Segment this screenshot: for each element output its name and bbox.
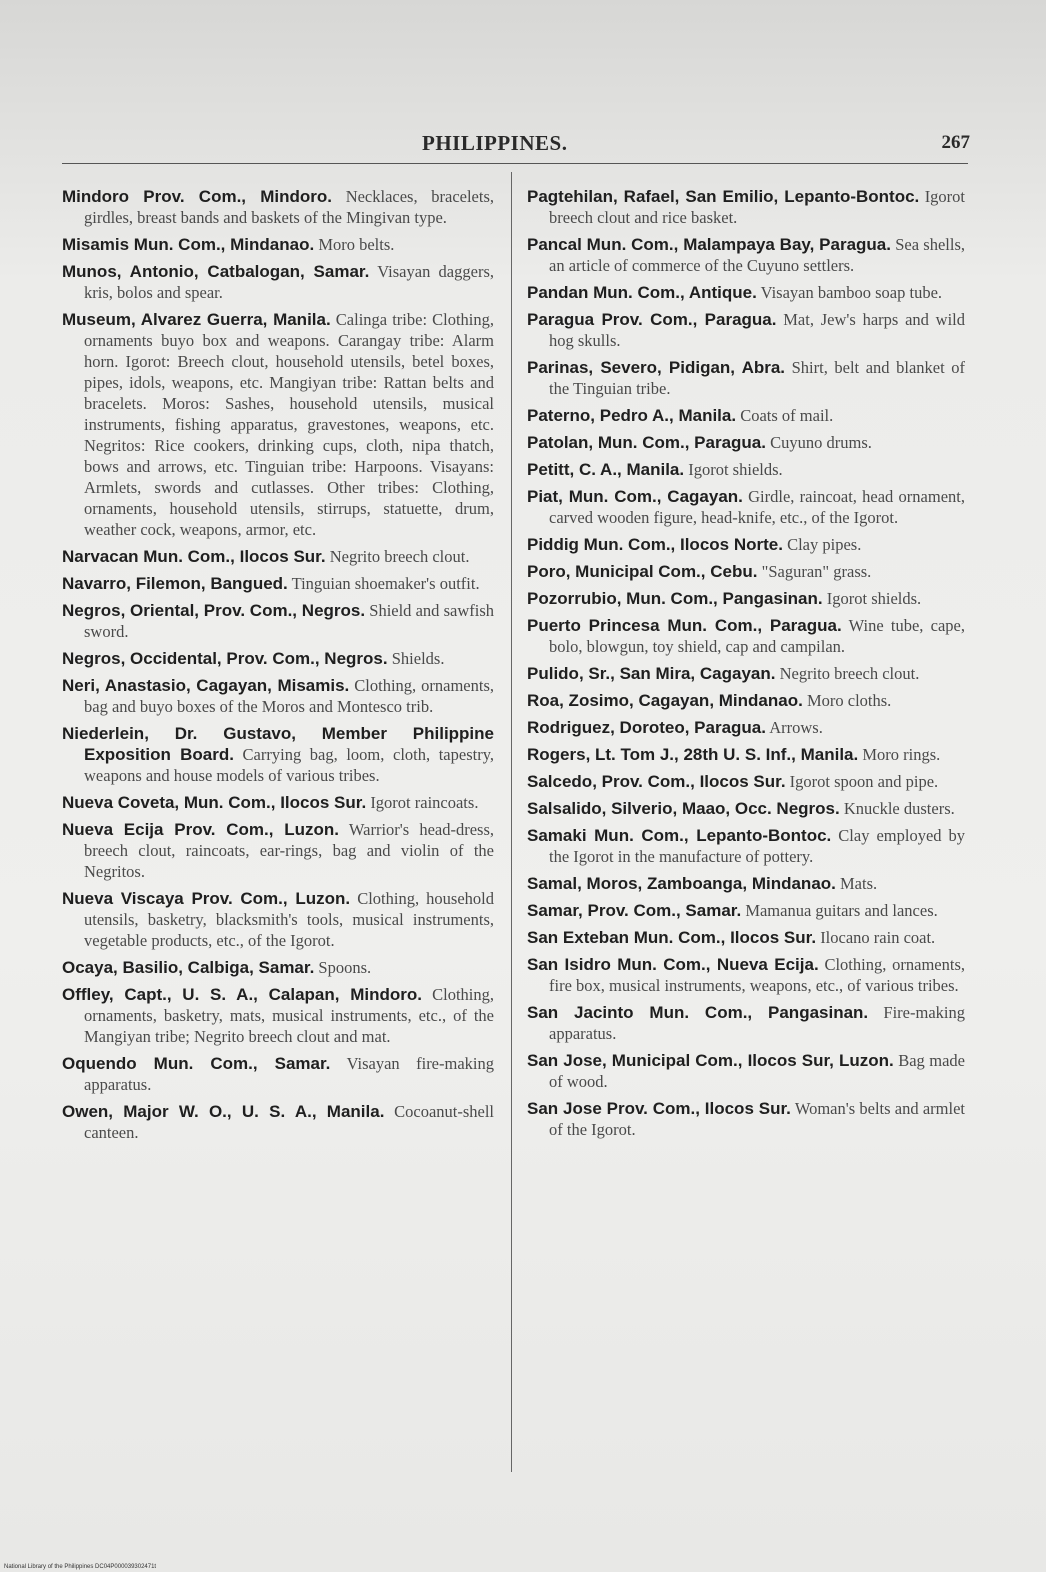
- catalog-entry: [527, 873, 965, 894]
- exhibitor-name: Nueva Ecija Prov. Com., Luzon.: [62, 820, 339, 839]
- catalog-entry: [62, 261, 494, 303]
- exhibit-description: Igorot spoon and pipe.: [789, 772, 939, 791]
- exhibit-description: Clothing, ornaments, fire box, musical instruments, weapons, etc., of various tribes.: [549, 955, 965, 995]
- exhibitor-name: Negros, Occidental, Prov. Com., Negros.: [62, 649, 388, 668]
- catalog-entry: [62, 792, 494, 813]
- catalog-entry: [527, 309, 965, 351]
- exhibitor-name: Nueva Coveta, Mun. Com., Ilocos Sur.: [62, 793, 367, 812]
- exhibit-description: Necklaces, bracelets, girdles, breast bands and baskets of the Mingivan type.: [84, 187, 495, 227]
- catalog-entry: [527, 561, 965, 582]
- exhibitor-name: Patolan, Mun. Com., Paragua.: [527, 433, 766, 452]
- exhibitor-name: Puerto Princesa Mun. Com., Paragua.: [527, 616, 842, 635]
- exhibitor-name: Pancal Mun. Com., Malampaya Bay, Paragua.: [527, 235, 891, 254]
- catalog-entry: [527, 798, 965, 819]
- exhibit-description: Clothing, household utensils, basketry, blacksmith's tools, musical instruments, vegetable products, etc., of the Igorot.: [84, 889, 495, 950]
- catalog-entry: [527, 588, 965, 609]
- exhibit-description: Clay pipes.: [787, 535, 862, 554]
- exhibitor-name: Pagtehilan, Rafael, San Emilio, Lepanto-Bontoc.: [527, 187, 920, 206]
- exhibitor-name: Neri, Anastasio, Cagayan, Misamis.: [62, 676, 350, 695]
- exhibit-description: Warrior's head-dress, breech clout, raincoats, ear-rings, bag and violin of the Negritos.: [84, 820, 495, 881]
- exhibitor-name: Piddig Mun. Com., Ilocos Norte.: [527, 535, 783, 554]
- catalog-entry: [62, 675, 494, 717]
- catalog-entry: [527, 405, 965, 426]
- exhibitor-name: Museum, Alvarez Guerra, Manila.: [62, 310, 331, 329]
- exhibit-description: Visayan daggers, kris, bolos and spear.: [84, 262, 494, 302]
- page-title: PHILIPPINES.: [422, 131, 568, 155]
- exhibitor-name: Navarro, Filemon, Bangued.: [62, 574, 288, 593]
- exhibit-description: Sea shells, an article of commerce of the Cuyuno settlers.: [549, 235, 966, 275]
- exhibit-description: Moro rings.: [862, 745, 941, 764]
- catalog-entry: [527, 186, 965, 228]
- exhibitor-name: Owen, Major W. O., U. S. A., Manila.: [62, 1102, 385, 1121]
- exhibit-description: "Saguran" grass.: [761, 562, 872, 581]
- exhibitor-name: San Jose Prov. Com., Ilocos Sur.: [527, 1099, 791, 1118]
- exhibit-description: Igorot raincoats.: [370, 793, 479, 812]
- catalog-entry: [527, 927, 965, 948]
- exhibitor-name: San Jacinto Mun. Com., Pangasinan.: [527, 1003, 869, 1022]
- catalog-entry: [62, 546, 494, 567]
- catalog-entry: [62, 1053, 494, 1095]
- exhibit-description: Tinguian shoemaker's outfit.: [291, 574, 480, 593]
- exhibit-description: Bag made of wood.: [549, 1051, 966, 1091]
- exhibit-description: Igorot breech clout and rice basket.: [549, 187, 966, 227]
- exhibit-description: Mats.: [840, 874, 878, 893]
- exhibitor-name: Pandan Mun. Com., Antique.: [527, 283, 757, 302]
- right-column: [527, 186, 965, 1146]
- exhibitor-name: San Jose, Municipal Com., Ilocos Sur, Luzon.: [527, 1051, 894, 1070]
- exhibitor-name: San Isidro Mun. Com., Nueva Ecija.: [527, 955, 819, 974]
- exhibitor-name: Rodriguez, Doroteo, Paragua.: [527, 718, 766, 737]
- catalog-entry: [527, 690, 965, 711]
- exhibitor-name: Paterno, Pedro A., Manila.: [527, 406, 737, 425]
- running-header: [62, 131, 970, 163]
- exhibit-description: Shield and sawfish sword.: [84, 601, 495, 641]
- exhibitor-name: Niederlein, Dr. Gustavo, Member Philippine Exposition Board.: [62, 724, 494, 764]
- catalog-entry: [527, 900, 965, 921]
- catalog-entry: [62, 1101, 494, 1143]
- exhibit-description: Clothing, ornaments, basketry, mats, musical instruments, etc., of the Mangiyan tribe; Negrito breech clout and mat.: [84, 985, 494, 1046]
- exhibit-description: Knuckle dusters.: [843, 799, 955, 818]
- exhibitor-name: Piat, Mun. Com., Cagayan.: [527, 487, 743, 506]
- exhibitor-name: Poro, Municipal Com., Cebu.: [527, 562, 758, 581]
- page-number: 267: [941, 132, 970, 153]
- exhibit-description: Moro cloths.: [806, 691, 892, 710]
- catalog-entry: [62, 600, 494, 642]
- exhibit-description: Calinga tribe: Clothing, ornaments buyo box and weapons. Carangay tribe: Alarm horn. Igorot: Breech clout, household utensils, betel boxes, pipes, idols, weapons, etc. Mangiyan tribe: Rattan belts and bracelets. Moros: Sashes, household utensils, musical instruments, fishing apparatus, gravestones, weapons, etc. Negritos: Rice cookers, drinking cups, cloth, nipa thatch, bows and arrows, etc. Tinguian tribe: Harpoons. Visayans: Armlets, swords and cutlasses. Other tribes: Clothing, ornaments, household utensils, stirrups, statuette, drum, weather cock, weapons, armor, etc.: [84, 310, 495, 539]
- exhibitor-name: Misamis Mun. Com., Mindanao.: [62, 235, 315, 254]
- exhibit-description: Shields.: [391, 649, 445, 668]
- exhibit-description: Girdle, raincoat, head ornament, carved wooden figure, head-knife, etc., of the Igorot.: [549, 487, 965, 527]
- exhibitor-name: Samaki Mun. Com., Lepanto-Bontoc.: [527, 826, 832, 845]
- catalog-entry: [527, 1002, 965, 1044]
- header-rule: [62, 163, 968, 164]
- exhibitor-name: Samal, Moros, Zamboanga, Mindanao.: [527, 874, 836, 893]
- exhibit-description: Clay employed by the Igorot in the manufacture of pottery.: [549, 826, 966, 866]
- catalog-entry: [62, 723, 494, 786]
- footer-credit: National Library of the Philippines DC04P000039302471t: [4, 1564, 157, 1570]
- exhibit-description: Arrows.: [769, 718, 823, 737]
- exhibitor-name: Petitt, C. A., Manila.: [527, 460, 685, 479]
- catalog-entry: [527, 954, 965, 996]
- catalog-entry: [62, 573, 494, 594]
- catalog-entry: [527, 1050, 965, 1092]
- catalog-entry: [527, 234, 965, 276]
- exhibitor-name: Parinas, Severo, Pidigan, Abra.: [527, 358, 786, 377]
- exhibit-description: Woman's belts and armlet of the Igorot.: [549, 1099, 965, 1139]
- exhibit-description: Ilocano rain coat.: [820, 928, 936, 947]
- exhibit-description: Carrying bag, loom, cloth, tapestry, weapons and house models of various tribes.: [84, 745, 494, 785]
- exhibitor-name: Samar, Prov. Com., Samar.: [527, 901, 742, 920]
- catalog-entry: [527, 357, 965, 399]
- exhibit-description: Visayan fire-making apparatus.: [84, 1054, 494, 1094]
- exhibitor-name: Offley, Capt., U. S. A., Calapan, Mindoro.: [62, 985, 422, 1004]
- exhibitor-name: Paragua Prov. Com., Paragua.: [527, 310, 777, 329]
- exhibit-description: Moro belts.: [318, 235, 395, 254]
- exhibitor-name: Salcedo, Prov. Com., Ilocos Sur.: [527, 772, 786, 791]
- exhibit-description: Fire-making apparatus.: [549, 1003, 965, 1043]
- exhibit-description: Cocoanut-shell canteen.: [84, 1102, 495, 1142]
- exhibit-description: Shirt, belt and blanket of the Tinguian tribe.: [549, 358, 965, 398]
- exhibit-description: Clothing, ornaments, bag and buyo boxes of the Moros and Montesco trib.: [84, 676, 494, 716]
- exhibitor-name: Pulido, Sr., San Mira, Cagayan.: [527, 664, 776, 683]
- exhibit-description: Spoons.: [318, 958, 372, 977]
- catalog-entry: [527, 534, 965, 555]
- exhibit-description: Negrito breech clout.: [779, 664, 920, 683]
- catalog-entry: [527, 432, 965, 453]
- exhibitor-name: Munos, Antonio, Catbalogan, Samar.: [62, 262, 370, 281]
- catalog-entry: [527, 663, 965, 684]
- exhibitor-name: Negros, Oriental, Prov. Com., Negros.: [62, 601, 366, 620]
- exhibit-description: Visayan bamboo soap tube.: [760, 283, 943, 302]
- catalog-entry: [527, 486, 965, 528]
- exhibitor-name: Mindoro Prov. Com., Mindoro.: [62, 187, 333, 206]
- exhibit-description: Wine tube, cape, bolo, blowgun, toy shield, cap and campilan.: [549, 616, 965, 656]
- catalog-entry: [527, 717, 965, 738]
- catalog-entry: [62, 819, 494, 882]
- exhibit-description: Mamanua guitars and lances.: [745, 901, 938, 920]
- catalog-entry: [527, 771, 965, 792]
- catalog-entry: [62, 648, 494, 669]
- column-divider: [511, 172, 512, 1472]
- exhibitor-name: Oquendo Mun. Com., Samar.: [62, 1054, 331, 1073]
- exhibitor-name: Nueva Viscaya Prov. Com., Luzon.: [62, 889, 351, 908]
- catalog-entry: [527, 282, 965, 303]
- left-column: [62, 186, 494, 1149]
- catalog-entry: [527, 744, 965, 765]
- catalog-entry: [62, 888, 494, 951]
- catalog-entry: [62, 234, 494, 255]
- catalog-entry: [62, 957, 494, 978]
- exhibitor-name: Pozorrubio, Mun. Com., Pangasinan.: [527, 589, 823, 608]
- catalog-entry: [527, 615, 965, 657]
- catalog-entry: [62, 186, 494, 228]
- exhibit-description: Coats of mail.: [740, 406, 834, 425]
- exhibit-description: Mat, Jew's harps and wild hog skulls.: [549, 310, 966, 350]
- catalog-entry: [62, 984, 494, 1047]
- exhibitor-name: Narvacan Mun. Com., Ilocos Sur.: [62, 547, 326, 566]
- exhibit-description: Negrito breech clout.: [329, 547, 470, 566]
- catalog-entry: [527, 1098, 965, 1140]
- exhibitor-name: Roa, Zosimo, Cagayan, Mindanao.: [527, 691, 803, 710]
- catalog-entry: [527, 459, 965, 480]
- exhibitor-name: San Exteban Mun. Com., Ilocos Sur.: [527, 928, 817, 947]
- exhibitor-name: Rogers, Lt. Tom J., 28th U. S. Inf., Manila.: [527, 745, 859, 764]
- exhibitor-name: Ocaya, Basilio, Calbiga, Samar.: [62, 958, 315, 977]
- catalog-entry: [527, 825, 965, 867]
- catalog-entry: [62, 309, 494, 540]
- exhibit-description: Igorot shields.: [688, 460, 783, 479]
- exhibitor-name: Salsalido, Silverio, Maao, Occ. Negros.: [527, 799, 840, 818]
- exhibit-description: Igorot shields.: [826, 589, 922, 608]
- exhibit-description: Cuyuno drums.: [770, 433, 872, 452]
